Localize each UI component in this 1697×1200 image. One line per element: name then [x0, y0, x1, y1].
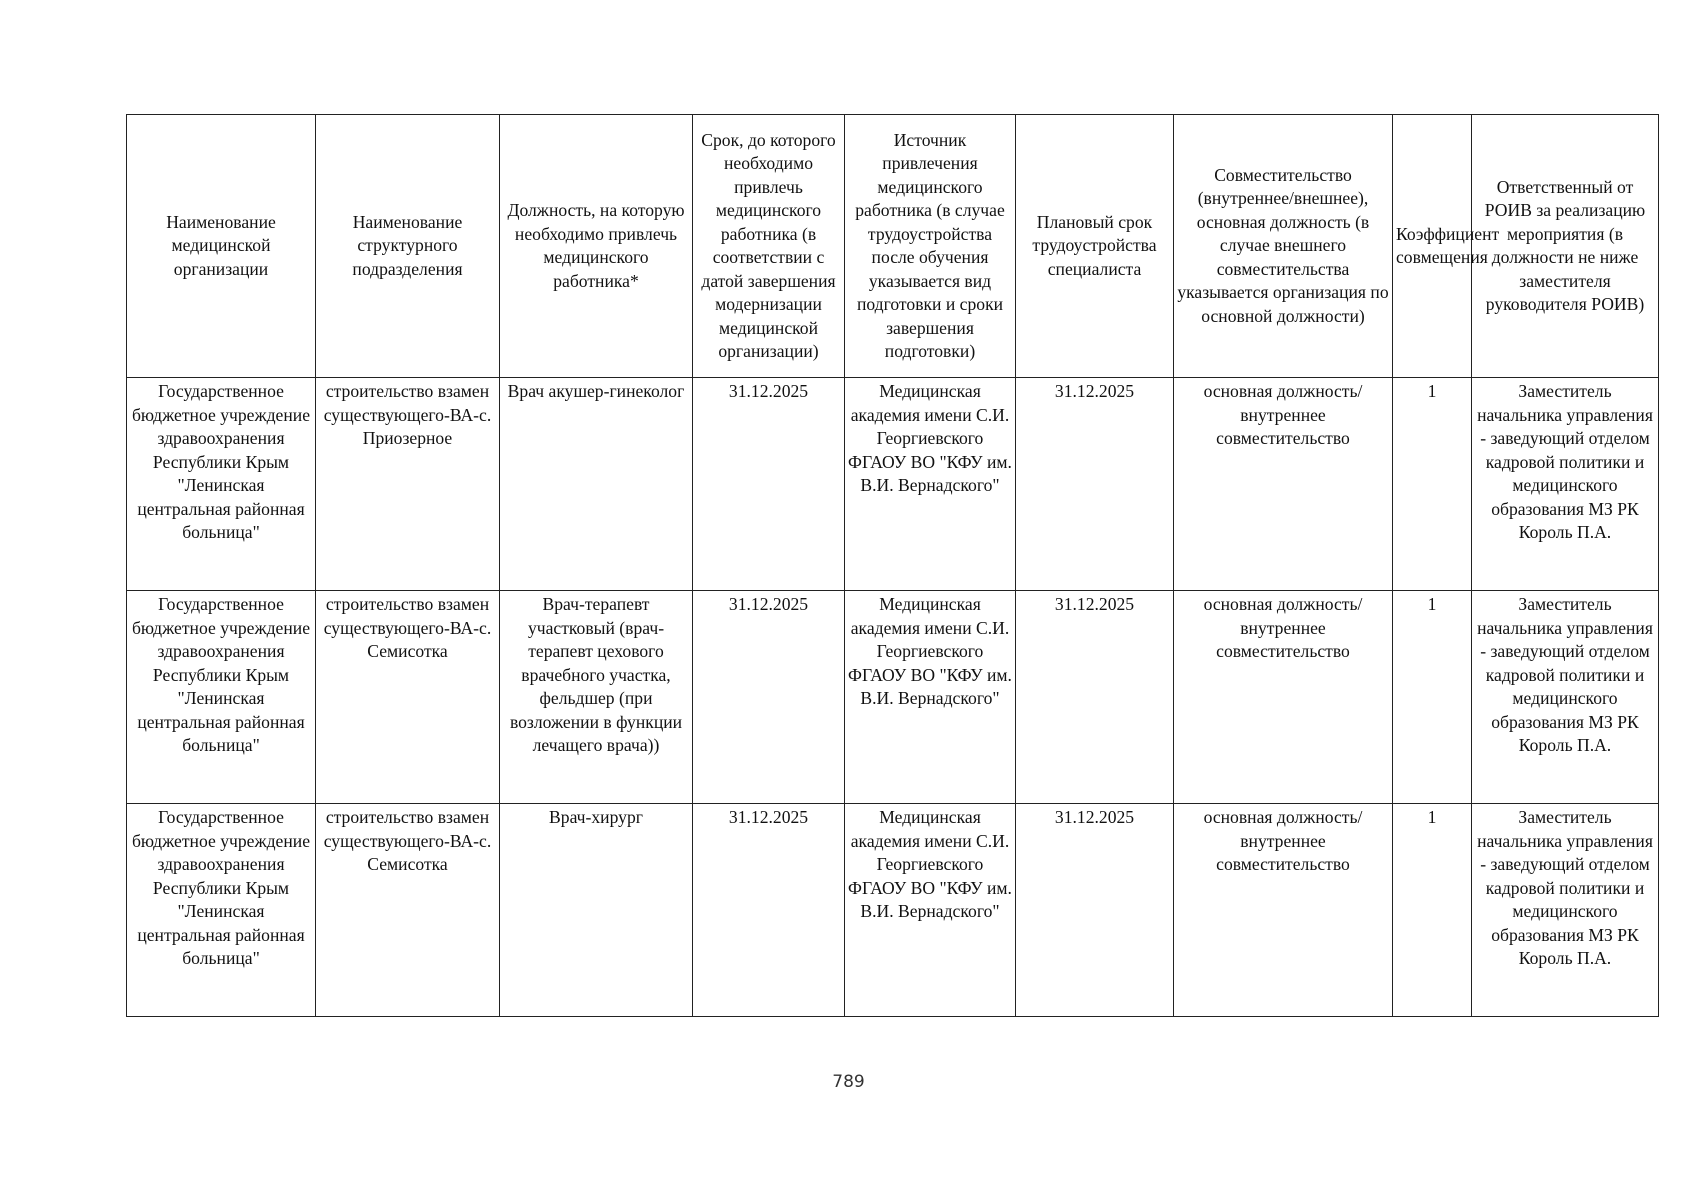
cell-subdivision: строительство взамен существующего-ВА-с. Приозерное: [316, 378, 500, 591]
table-row: [127, 591, 1659, 804]
table-header-row: [127, 115, 1659, 378]
cell-combination: основная должность/ внутреннее совместительство: [1174, 804, 1393, 1017]
cell-planned-date: 31.12.2025: [1016, 804, 1174, 1017]
cell-position: Врач-хирург: [500, 804, 693, 1017]
cell-source: Медицинская академия имени С.И. Георгиевского ФГАОУ ВО "КФУ им. В.И. Вернадского": [845, 804, 1016, 1017]
cell-organization: Государственное бюджетное учреждение здравоохранения Республики Крым "Ленинская центральная районная больница": [127, 378, 316, 591]
cell-responsible: Заместитель начальника управления - заведующий отделом кадровой политики и медицинского образования МЗ РК Король П.А.: [1472, 378, 1659, 591]
header-responsible: Ответственный от РОИВ за реализацию мероприятия (в должности не ниже заместителя руководителя РОИВ): [1472, 115, 1659, 378]
cell-planned-date: 31.12.2025: [1016, 378, 1174, 591]
cell-responsible: Заместитель начальника управления - заведующий отделом кадровой политики и медицинского образования МЗ РК Король П.А.: [1472, 591, 1659, 804]
cell-combination: основная должность/ внутреннее совместительство: [1174, 591, 1393, 804]
cell-source: Медицинская академия имени С.И. Георгиевского ФГАОУ ВО "КФУ им. В.И. Вернадского": [845, 591, 1016, 804]
cell-responsible: Заместитель начальника управления - заведующий отделом кадровой политики и медицинского образования МЗ РК Король П.А.: [1472, 804, 1659, 1017]
cell-source: Медицинская академия имени С.И. Георгиевского ФГАОУ ВО "КФУ им. В.И. Вернадского": [845, 378, 1016, 591]
table-row: [127, 804, 1659, 1017]
cell-planned-date: 31.12.2025: [1016, 591, 1174, 804]
cell-subdivision: строительство взамен существующего-ВА-с. Семисотка: [316, 591, 500, 804]
header-subdivision: Наименование структурного подразделения: [316, 115, 500, 378]
cell-position: Врач акушер-гинеколог: [500, 378, 693, 591]
header-organization: Наименование медицинской организации: [127, 115, 316, 378]
cell-position: Врач-терапевт участковый (врач-терапевт цехового врачебного участка, фельдшер (при возложении в функции лечащего врача)): [500, 591, 693, 804]
cell-organization: Государственное бюджетное учреждение здравоохранения Республики Крым "Ленинская центральная районная больница": [127, 591, 316, 804]
cell-coefficient: 1: [1393, 591, 1472, 804]
header-planned-date: Плановый срок трудоустройства специалиста: [1016, 115, 1174, 378]
cell-coefficient: 1: [1393, 804, 1472, 1017]
cell-coefficient: 1: [1393, 378, 1472, 591]
cell-deadline: 31.12.2025: [693, 804, 845, 1017]
header-deadline: Срок, до которого необходимо привлечь медицинского работника (в соответствии с датой завершения модернизации медицинской организации): [693, 115, 845, 378]
header-combination: Совместительство (внутреннее/внешнее), основная должность (в случае внешнего совместительства указывается организация по основной должности): [1174, 115, 1393, 378]
header-coefficient: Коэффициент совмещения: [1393, 115, 1472, 378]
cell-deadline: 31.12.2025: [693, 591, 845, 804]
table-row: [127, 378, 1659, 591]
header-position: Должность, на которую необходимо привлечь медицинского работника*: [500, 115, 693, 378]
cell-combination: основная должность/ внутреннее совместительство: [1174, 378, 1393, 591]
cell-deadline: 31.12.2025: [693, 378, 845, 591]
cell-subdivision: строительство взамен существующего-ВА-с. Семисотка: [316, 804, 500, 1017]
header-source: Источник привлечения медицинского работника (в случае трудоустройства после обучения указывается вид подготовки и сроки завершения подготовки): [845, 115, 1016, 378]
staffing-table: [126, 114, 1659, 1017]
cell-organization: Государственное бюджетное учреждение здравоохранения Республики Крым "Ленинская центральная районная больница": [127, 804, 316, 1017]
page-number: 789: [832, 1072, 865, 1092]
